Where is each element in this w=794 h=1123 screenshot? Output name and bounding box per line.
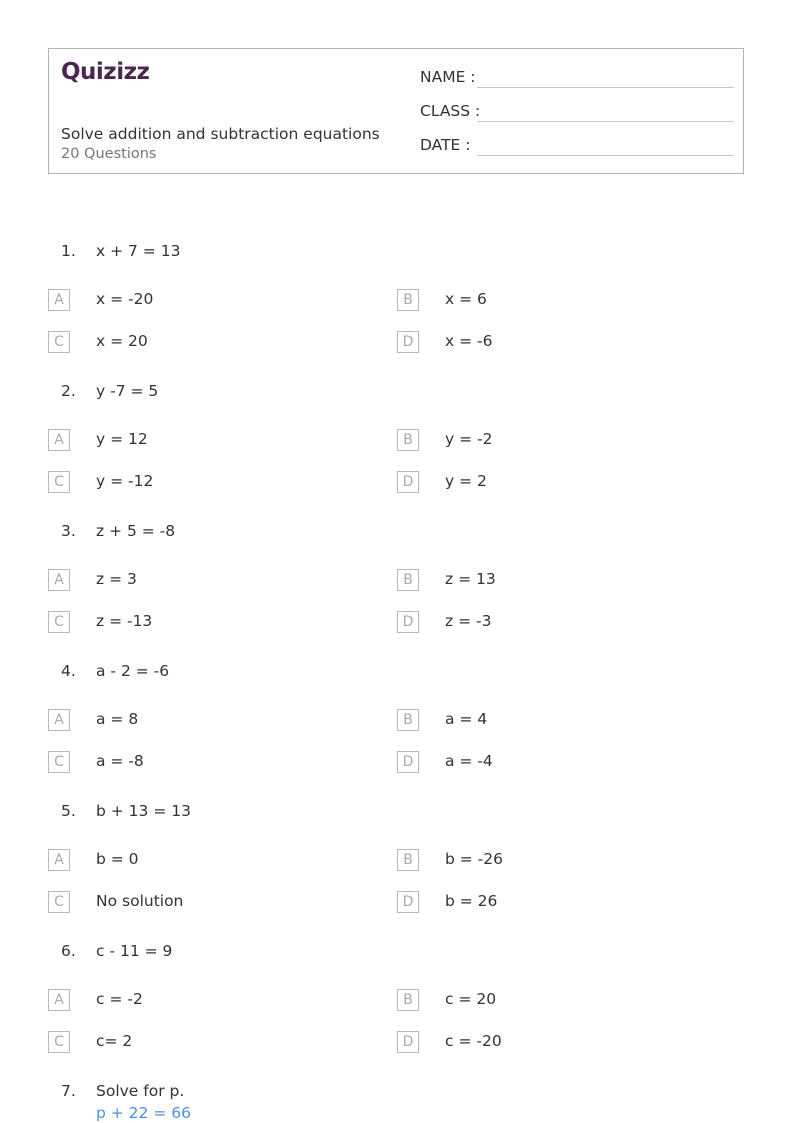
option-letter-box[interactable]: B: [397, 989, 419, 1011]
question-equation: p + 22 = 66: [96, 1104, 191, 1122]
question-text: z + 5 = -8: [96, 522, 176, 540]
option-text[interactable]: a = 4: [445, 710, 488, 728]
option-letter-box[interactable]: B: [397, 569, 419, 591]
option-text[interactable]: x = 6: [445, 290, 487, 308]
option-text[interactable]: a = -4: [445, 752, 493, 770]
worksheet-header: [48, 48, 744, 174]
option-text[interactable]: z = -13: [96, 612, 153, 630]
option-letter-box[interactable]: D: [397, 751, 419, 773]
option-letter-box[interactable]: D: [397, 891, 419, 913]
question-number: 1.: [61, 242, 76, 260]
question-number: 7.: [61, 1082, 76, 1100]
option-letter-box[interactable]: C: [48, 611, 70, 633]
option-text[interactable]: z = -3: [445, 612, 492, 630]
option-letter-box[interactable]: A: [48, 989, 70, 1011]
option-letter-box[interactable]: D: [397, 471, 419, 493]
worksheet-title: Solve addition and subtraction equations: [61, 125, 380, 143]
option-text[interactable]: c = 20: [445, 990, 497, 1008]
question-text: y -7 = 5: [96, 382, 159, 400]
option-text[interactable]: z = 13: [445, 570, 496, 588]
date-field[interactable]: [420, 136, 734, 158]
option-letter-box[interactable]: C: [48, 751, 70, 773]
option-text[interactable]: z = 3: [96, 570, 137, 588]
question-number: 2.: [61, 382, 76, 400]
option-letter-box[interactable]: A: [48, 849, 70, 871]
question-count: 20 Questions: [61, 146, 157, 162]
option-text[interactable]: No solution: [96, 892, 184, 910]
option-letter-box[interactable]: D: [397, 611, 419, 633]
option-letter-box[interactable]: A: [48, 569, 70, 591]
option-letter-box[interactable]: B: [397, 709, 419, 731]
option-letter-box[interactable]: C: [48, 331, 70, 353]
option-text[interactable]: x = 20: [96, 332, 148, 350]
option-text[interactable]: c = -2: [96, 990, 143, 1008]
option-text[interactable]: b = -26: [445, 850, 503, 868]
option-letter-box[interactable]: A: [48, 709, 70, 731]
option-text[interactable]: b = 0: [96, 850, 139, 868]
class-label: CLASS :: [420, 102, 481, 120]
option-text[interactable]: a = 8: [96, 710, 139, 728]
name-label: NAME :: [420, 68, 476, 86]
option-text[interactable]: c = -20: [445, 1032, 502, 1050]
question-number: 3.: [61, 522, 76, 540]
option-text[interactable]: b = 26: [445, 892, 498, 910]
option-text[interactable]: y = -2: [445, 430, 493, 448]
option-letter-box[interactable]: C: [48, 1031, 70, 1053]
question-text: b + 13 = 13: [96, 802, 191, 820]
question-number: 5.: [61, 802, 76, 820]
option-letter-box[interactable]: D: [397, 1031, 419, 1053]
option-text[interactable]: x = -20: [96, 290, 154, 308]
option-text[interactable]: y = -12: [96, 472, 154, 490]
option-text[interactable]: y = 2: [445, 472, 487, 490]
class-field[interactable]: [420, 102, 734, 124]
question-number: 4.: [61, 662, 76, 680]
option-letter-box[interactable]: C: [48, 471, 70, 493]
option-letter-box[interactable]: B: [397, 849, 419, 871]
option-letter-box[interactable]: B: [397, 289, 419, 311]
name-line[interactable]: [477, 87, 734, 88]
option-letter-box[interactable]: A: [48, 429, 70, 451]
class-line[interactable]: [477, 121, 734, 122]
question-text: x + 7 = 13: [96, 242, 181, 260]
question-text: a - 2 = -6: [96, 662, 170, 680]
option-text[interactable]: a = -8: [96, 752, 144, 770]
date-line[interactable]: [477, 155, 734, 156]
option-text[interactable]: c= 2: [96, 1032, 133, 1050]
option-letter-box[interactable]: D: [397, 331, 419, 353]
question-text: Solve for p.: [96, 1082, 185, 1100]
question-text: c - 11 = 9: [96, 942, 173, 960]
option-text[interactable]: y = 12: [96, 430, 148, 448]
date-label: DATE :: [420, 136, 471, 154]
option-text[interactable]: x = -6: [445, 332, 493, 350]
quizizz-logo: Quizizz: [61, 59, 150, 85]
question-number: 6.: [61, 942, 76, 960]
option-letter-box[interactable]: A: [48, 289, 70, 311]
option-letter-box[interactable]: B: [397, 429, 419, 451]
option-letter-box[interactable]: C: [48, 891, 70, 913]
name-field[interactable]: [420, 68, 734, 90]
